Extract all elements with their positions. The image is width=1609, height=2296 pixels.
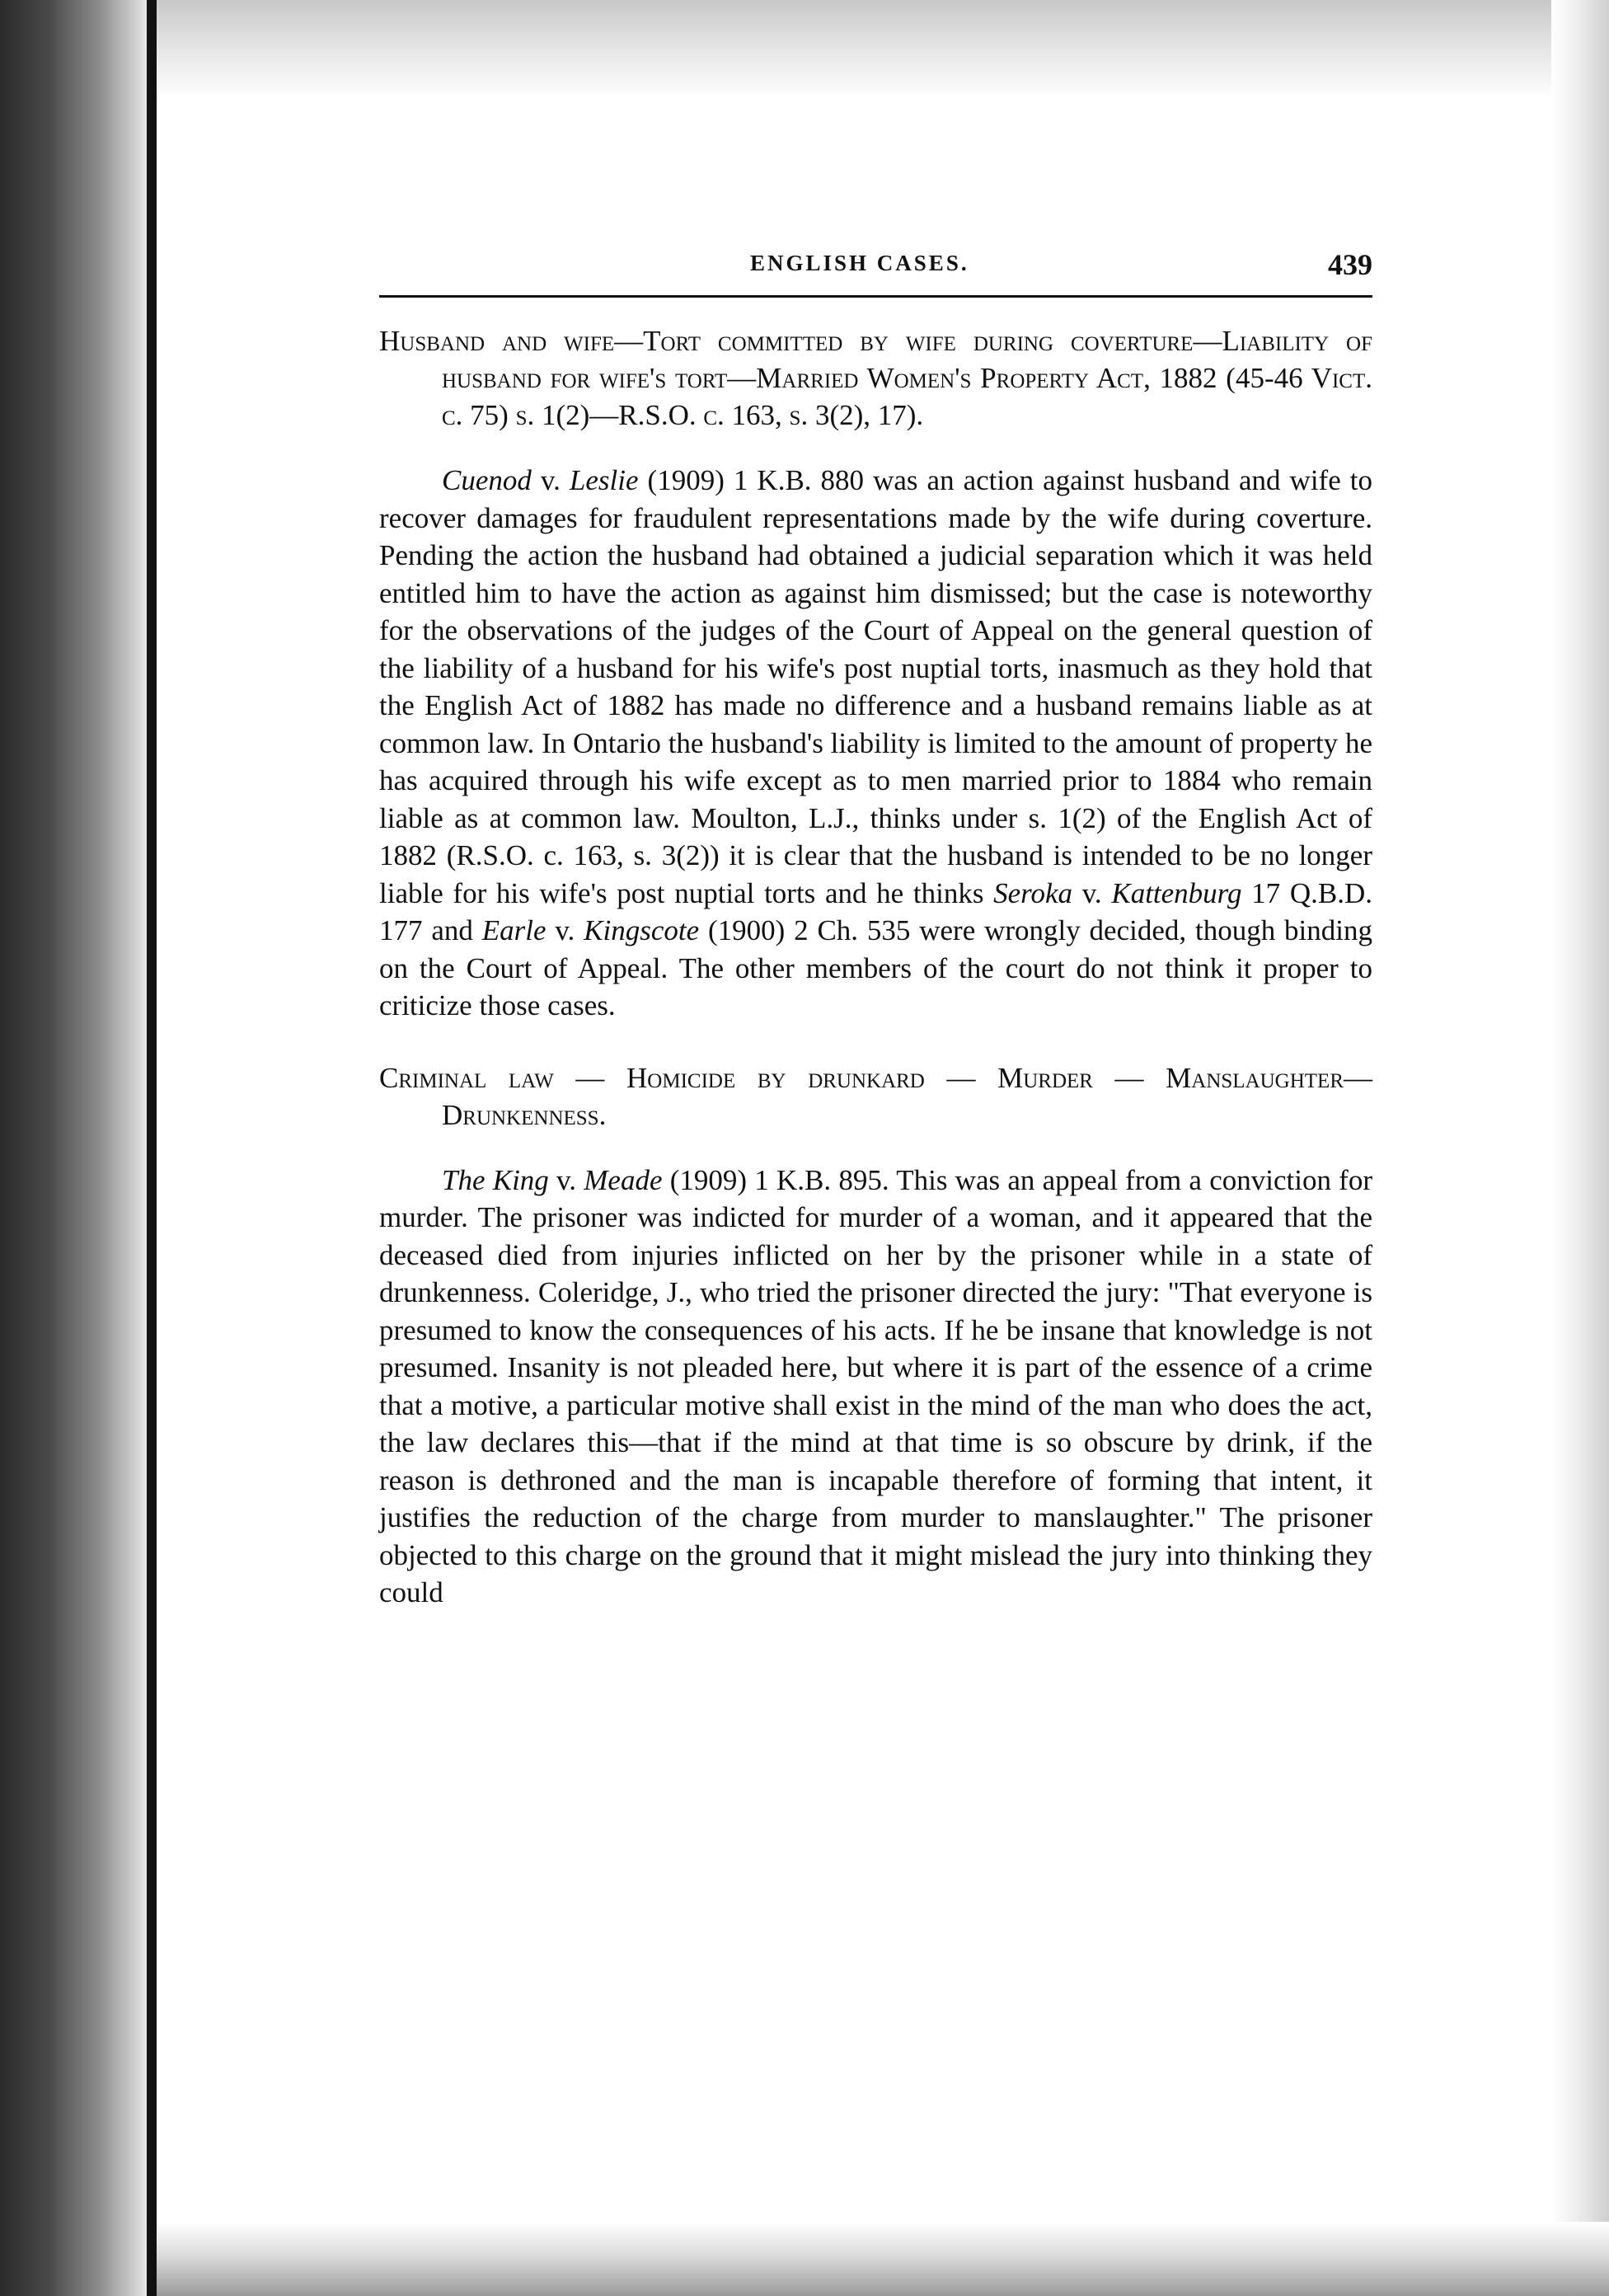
paragraph-text: (1900) 2 Ch. 535 were wrongly decided, though binding on the Court of Appeal. The other members of the court do not think it proper to criticize those cases. (379, 914, 1372, 1021)
case-name: Leslie (569, 464, 639, 496)
scan-shadow-left (0, 0, 157, 2296)
headnote-husband-and-wife: Husband and wife—Tort committed by wife during coverture—Liability of husband for wife's tort—Married Women's Property Act, 1882 (45-46 Vict. c. 75) s. 1(2)—R.S.O. c. 163, s. 3(2), 17). (379, 325, 1372, 431)
header-rule (379, 295, 1372, 298)
book-page (379, 247, 1372, 1646)
case-name: Kattenburg (1111, 876, 1242, 909)
versus-text: v. (546, 914, 584, 946)
paragraph-text: 17 Q.B.D. 177 and (379, 876, 1372, 946)
case-name: Meade (584, 1163, 663, 1196)
case-name: Seroka (993, 876, 1073, 909)
running-head (379, 247, 1372, 289)
scan-edge-line (147, 0, 157, 2296)
scan-shadow-right (1551, 0, 1609, 2296)
case-name: The King (442, 1163, 549, 1196)
case-paragraph-cuenod-v-leslie (379, 462, 1372, 1025)
case-paragraph-king-v-meade (379, 1162, 1372, 1612)
case-name: Cuenod (442, 464, 532, 496)
page-number: 439 (1328, 248, 1372, 281)
case-name: Kingscote (584, 914, 700, 946)
scan-shadow-bottom (157, 2222, 1609, 2296)
scan-shadow-top (157, 0, 1609, 99)
headnote-criminal-law: Criminal law — Homicide by drunkard — Murder — Manslaughter—Drunkenness. (379, 1061, 1372, 1131)
versus-text: v. (548, 1163, 584, 1196)
versus-text: v. (531, 464, 570, 496)
versus-text: v. (1072, 876, 1112, 909)
running-title: ENGLISH CASES. (750, 251, 969, 275)
paragraph-text: (1909) 1 K.B. 895. This was an appeal from a conviction for murder. The prisoner was indicted for murder of a woman, and it appeared that the deceased died from injuries inflicted on her by the prisoner while in a state of drunkenness. Coleridge, J., who tried the prisoner directed the jury: "That everyone is presumed to know the consequences of his acts. If he be insane that knowledge is not presumed. Insanity is not pleaded here, but where it is part of the essence of a crime that a motive, a particular motive shall exist in the mind of the man who does the act, the law declares this—that if the mind at that time is so obscure by drink, if the reason is dethroned and the man is incapable therefore of forming that intent, it justifies the reduction of the charge from murder to manslaughter." The prisoner objected to this charge on the ground that it might mislead the jury into thinking they could (379, 1163, 1372, 1608)
case-name: Earle (481, 914, 546, 946)
paragraph-text: (1909) 1 K.B. 880 was an action against husband and wife to recover damages for fraudulent representations made by the wife during coverture. Pending the action the husband had obtained a judicial separation which it was held entitled him to have the action as against him dismissed; but the case is noteworthy for the observations of the judges of the Court of Appeal on the general question of the liability of a husband for his wife's post nuptial torts, inasmuch as they hold that the English Act of 1882 has made no difference and a husband remains liable as at common law. In Ontario the husband's liability is limited to the amount of property he has acquired through his wife except as to men married prior to 1884 who remain liable as at common law. Moulton, L.J., thinks under s. 1(2) of the English Act of 1882 (R.S.O. c. 163, s. 3(2)) it is clear that the husband is intended to be no longer liable for his wife's post nuptial torts and he thinks (379, 464, 1372, 909)
